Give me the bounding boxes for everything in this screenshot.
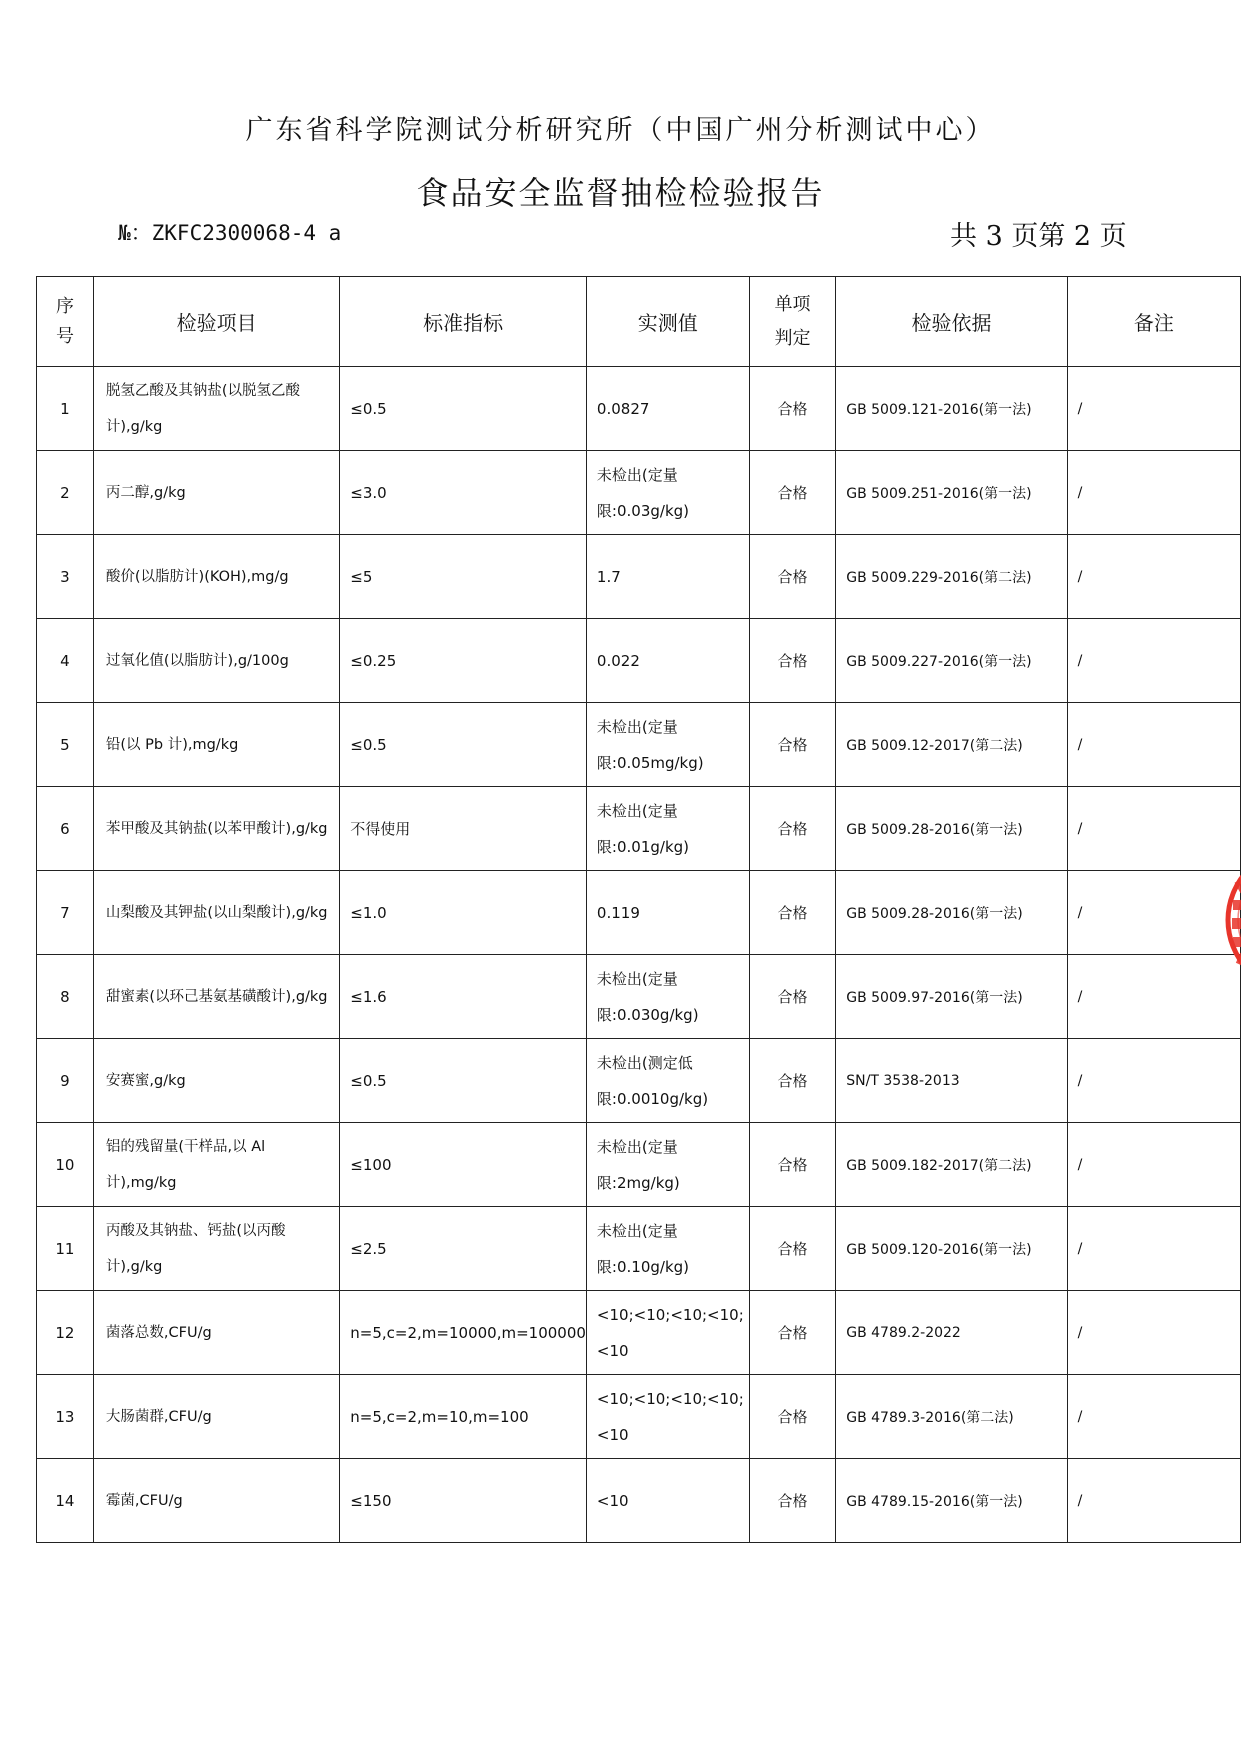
row-measured: 未检出(定量限:0.030g/kg) (586, 955, 749, 1039)
row-item: 菌落总数,CFU/g (93, 1291, 339, 1375)
row-standard: ≤150 (340, 1459, 587, 1543)
report-number: №：ZKFC2300068-4 a (118, 221, 342, 245)
row-standard: n=5,c=2,m=10000,m=100000 (340, 1291, 587, 1375)
page-info: 共 3 页第 2 页 (950, 221, 1127, 252)
row-method: GB 5009.28-2016(第一法) (836, 787, 1067, 871)
row-measured: 未检出(定量限:2mg/kg) (586, 1123, 749, 1207)
row-method: GB 5009.229-2016(第二法) (836, 535, 1067, 619)
row-item: 山梨酸及其钾盐(以山梨酸计),g/kg (93, 871, 339, 955)
row-method: GB 5009.251-2016(第一法) (836, 451, 1067, 535)
row-standard: ≤2.5 (340, 1207, 587, 1291)
row-verdict: 合格 (749, 619, 836, 703)
row-standard: ≤1.6 (340, 955, 587, 1039)
row-method: GB 5009.28-2016(第一法) (836, 871, 1067, 955)
row-measured: 1.7 (586, 535, 749, 619)
row-measured: <10 (586, 1459, 749, 1543)
row-item: 大肠菌群,CFU/g (93, 1375, 339, 1459)
table-row (37, 1459, 1241, 1543)
row-number: 1 (37, 367, 94, 451)
row-item: 甜蜜素(以环己基氨基磺酸计),g/kg (93, 955, 339, 1039)
report-title: 食品安全监督抽检检验报告 (416, 174, 825, 212)
table-row (37, 451, 1241, 535)
row-remark: / (1067, 1459, 1240, 1543)
row-standard: ≤0.5 (340, 1039, 587, 1123)
col-header-measured: 实测值 (586, 277, 749, 367)
row-standard: ≤0.5 (340, 703, 587, 787)
row-number: 11 (37, 1207, 94, 1291)
row-remark: / (1067, 1123, 1240, 1207)
row-verdict: 合格 (749, 1207, 836, 1291)
table-row (37, 787, 1241, 871)
row-number: 8 (37, 955, 94, 1039)
table-row (37, 1039, 1241, 1123)
row-item: 丙酸及其钠盐、钙盐(以丙酸计),g/kg (93, 1207, 339, 1291)
row-number: 10 (37, 1123, 94, 1207)
row-method: GB 5009.97-2016(第一法) (836, 955, 1067, 1039)
row-standard: ≤0.25 (340, 619, 587, 703)
table-row (37, 1123, 1241, 1207)
col-header-no: 序号 (37, 277, 94, 367)
row-number: 5 (37, 703, 94, 787)
table-row (37, 871, 1241, 955)
row-number: 6 (37, 787, 94, 871)
row-remark: / (1067, 787, 1240, 871)
row-remark: / (1067, 451, 1240, 535)
row-standard: ≤100 (340, 1123, 587, 1207)
row-standard: ≤5 (340, 535, 587, 619)
row-item: 安赛蜜,g/kg (93, 1039, 339, 1123)
row-verdict: 合格 (749, 367, 836, 451)
table-row (37, 1207, 1241, 1291)
col-header-standard: 标准指标 (340, 277, 587, 367)
row-measured: 未检出(定量限:0.01g/kg) (586, 787, 749, 871)
row-number: 14 (37, 1459, 94, 1543)
row-method: GB 4789.15-2016(第一法) (836, 1459, 1067, 1543)
row-method: GB 4789.2-2022 (836, 1291, 1067, 1375)
row-item: 铅(以 Pb 计),mg/kg (93, 703, 339, 787)
row-measured: 未检出(定量限:0.03g/kg) (586, 451, 749, 535)
row-number: 2 (37, 451, 94, 535)
row-remark: / (1067, 1375, 1240, 1459)
col-header-remark: 备注 (1067, 277, 1240, 367)
row-remark: / (1067, 703, 1240, 787)
row-verdict: 合格 (749, 703, 836, 787)
row-remark: / (1067, 535, 1240, 619)
row-remark: / (1067, 871, 1240, 955)
row-measured: 0.119 (586, 871, 749, 955)
table-body (37, 367, 1241, 1543)
row-item: 丙二醇,g/kg (93, 451, 339, 535)
row-item: 铝的残留量(干样品,以 Al 计),mg/kg (93, 1123, 339, 1207)
table-row (37, 1375, 1241, 1459)
row-method: GB 5009.120-2016(第一法) (836, 1207, 1067, 1291)
row-measured: 未检出(定量限:0.05mg/kg) (586, 703, 749, 787)
row-remark: / (1067, 1039, 1240, 1123)
row-remark: / (1067, 1291, 1240, 1375)
row-number: 3 (37, 535, 94, 619)
row-verdict: 合格 (749, 535, 836, 619)
organization-name: 广东省科学院测试分析研究所（中国广州分析测试中心） (245, 115, 996, 146)
row-verdict: 合格 (749, 871, 836, 955)
row-verdict: 合格 (749, 451, 836, 535)
row-number: 9 (37, 1039, 94, 1123)
row-standard: ≤3.0 (340, 451, 587, 535)
row-verdict: 合格 (749, 1123, 836, 1207)
row-method: GB 5009.12-2017(第二法) (836, 703, 1067, 787)
table-row (37, 1291, 1241, 1375)
table-header-row (37, 277, 1241, 367)
row-measured: 未检出(测定低限:0.0010g/kg) (586, 1039, 749, 1123)
official-seal (1205, 840, 1241, 1000)
row-number: 4 (37, 619, 94, 703)
row-verdict: 合格 (749, 955, 836, 1039)
row-number: 12 (37, 1291, 94, 1375)
row-method: GB 5009.227-2016(第一法) (836, 619, 1067, 703)
row-remark: / (1067, 619, 1240, 703)
row-standard: n=5,c=2,m=10,m=100 (340, 1375, 587, 1459)
col-header-verdict: 单项判定 (749, 277, 836, 367)
row-verdict: 合格 (749, 1375, 836, 1459)
row-item: 过氧化值(以脂肪计),g/100g (93, 619, 339, 703)
table-row (37, 535, 1241, 619)
table-row (37, 619, 1241, 703)
row-measured: 未检出(定量限:0.10g/kg) (586, 1207, 749, 1291)
row-standard: 不得使用 (340, 787, 587, 871)
inspection-table (36, 276, 1241, 1543)
row-measured: 0.022 (586, 619, 749, 703)
row-verdict: 合格 (749, 787, 836, 871)
row-remark: / (1067, 367, 1240, 451)
table-row (37, 955, 1241, 1039)
row-number: 13 (37, 1375, 94, 1459)
row-verdict: 合格 (749, 1039, 836, 1123)
col-header-item: 检验项目 (93, 277, 339, 367)
row-item: 酸价(以脂肪计)(KOH),mg/g (93, 535, 339, 619)
row-method: SN/T 3538-2013 (836, 1039, 1067, 1123)
row-item: 苯甲酸及其钠盐(以苯甲酸计),g/kg (93, 787, 339, 871)
row-standard: ≤1.0 (340, 871, 587, 955)
row-remark: / (1067, 955, 1240, 1039)
row-method: GB 5009.121-2016(第一法) (836, 367, 1067, 451)
row-number: 7 (37, 871, 94, 955)
col-header-method: 检验依据 (836, 277, 1067, 367)
table-row (37, 703, 1241, 787)
row-measured: <10;<10;<10;<10;<10 (586, 1291, 749, 1375)
row-item: 霉菌,CFU/g (93, 1459, 339, 1543)
row-measured: 0.0827 (586, 367, 749, 451)
row-standard: ≤0.5 (340, 367, 587, 451)
row-verdict: 合格 (749, 1291, 836, 1375)
row-verdict: 合格 (749, 1459, 836, 1543)
row-item: 脱氢乙酸及其钠盐(以脱氢乙酸计),g/kg (93, 367, 339, 451)
row-remark: / (1067, 1207, 1240, 1291)
row-measured: <10;<10;<10;<10;<10 (586, 1375, 749, 1459)
row-method: GB 4789.3-2016(第二法) (836, 1375, 1067, 1459)
row-method: GB 5009.182-2017(第二法) (836, 1123, 1067, 1207)
table-row (37, 367, 1241, 451)
